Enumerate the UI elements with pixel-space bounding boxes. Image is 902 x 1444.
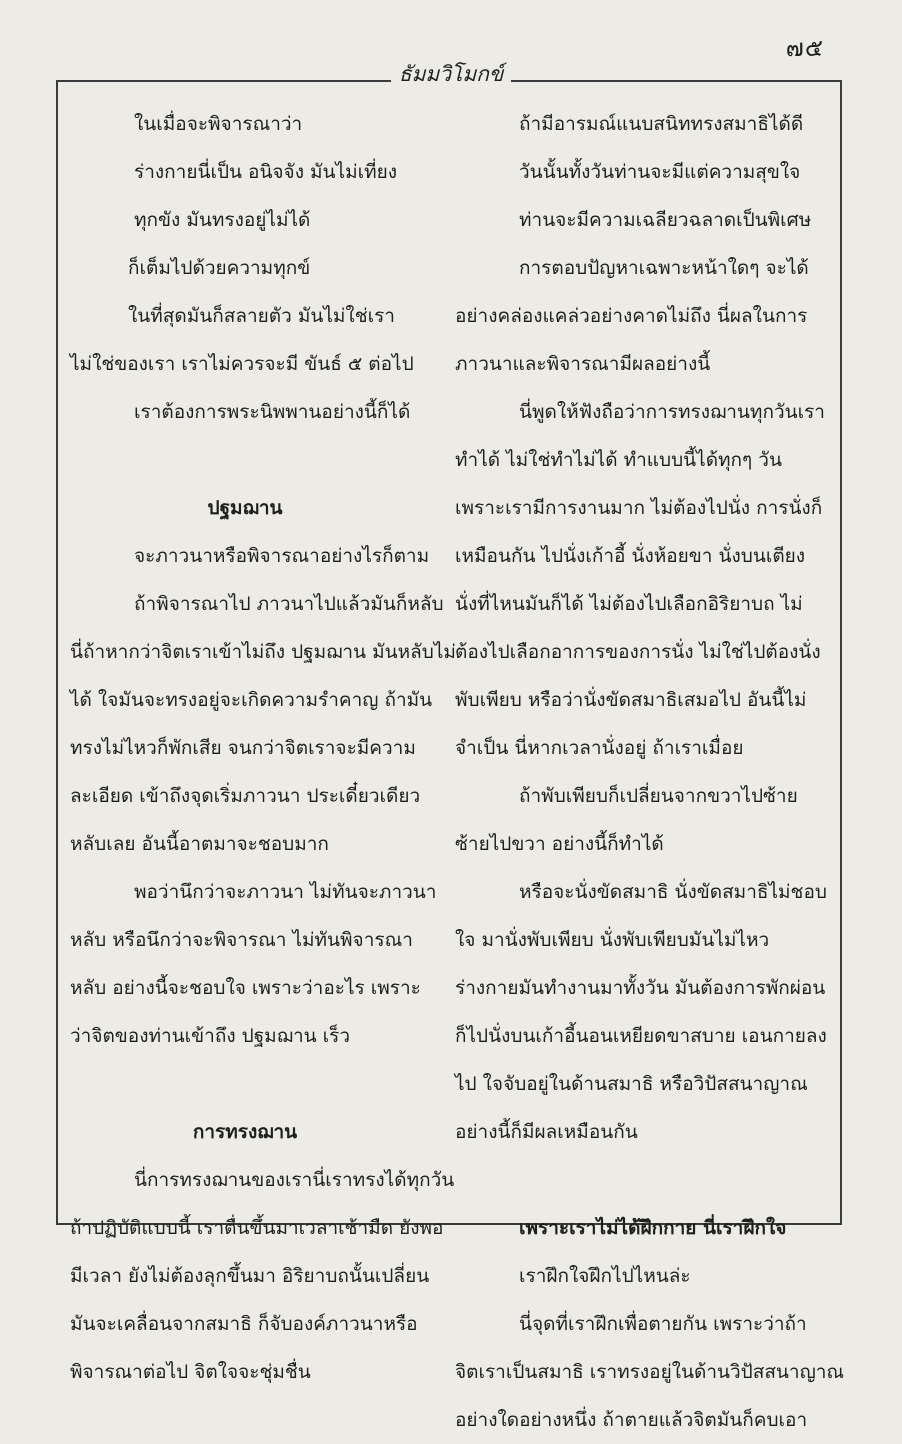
text-line: ทำได้ ไม่ใช่ทำไม่ได้ ทำแบบนี้ได้ทุกๆ วัน — [455, 449, 782, 471]
text-line: เราต้องการพระนิพพานอย่างนี้ก็ได้ — [134, 401, 411, 423]
page-number: ๗๕ — [785, 34, 824, 62]
text-line: ในเมื่อจะพิจารณาว่า — [134, 113, 303, 135]
text-line: อย่างใดอย่างหนึ่ง ถ้าตายแล้วจิตมันก็คบเอา — [455, 1409, 808, 1431]
text-line: พับเพียบ หรือว่านั่งขัดสมาธิเสมอไป อันนี้ไม่ — [455, 689, 807, 711]
text-line: ไป ใจจับอยู่ในด้านสมาธิ หรือวิปัสสนาญาณ — [455, 1073, 808, 1095]
text-line: ซ้ายไปขวา อย่างนี้ก็ทำได้ — [455, 833, 664, 855]
text-line: จำเป็น นี่หากเวลานั่งอยู่ ถ้าเราเมื่อย — [455, 737, 744, 759]
text-line: ถ้าพับเพียบก็เปลี่ยนจากขวาไปซ้าย — [519, 785, 798, 807]
text-line: หรือจะนั่งขัดสมาธิ นั่งขัดสมาธิไม่ชอบ — [519, 881, 827, 903]
spacer — [70, 1060, 420, 1108]
text-line: พอว่านึกว่าจะภาวนา ไม่ทันจะภาวนา — [134, 881, 437, 903]
right-column — [455, 100, 845, 1444]
text-line: เราฝึกใจฝึกไปไหนล่ะ — [519, 1265, 691, 1287]
text-line: วันนั้นทั้งวันท่านจะมีแต่ความสุขใจ — [519, 161, 801, 183]
text-line: ว่าจิตของท่านเข้าถึง ปฐมฌาน เร็ว — [70, 1025, 351, 1047]
text-line: เพราะเรามีการงานมาก ไม่ต้องไปนั่ง การนั่งก็ — [455, 497, 823, 519]
text-line: ละเอียด เข้าถึงจุดเริ่มภาวนา ประเดี๋ยวเดียว — [70, 785, 421, 807]
section-heading: ปฐมฌาน — [207, 497, 283, 519]
text-line: ถ้ามีอารมณ์แนบสนิททรงสมาธิได้ดี — [519, 113, 804, 135]
text-line: จะภาวนาหรือพิจารณาอย่างไรก็ตาม — [134, 545, 430, 567]
text-line: ไม่ใช่ของเรา เราไม่ควรจะมี ขันธ์ ๕ ต่อไป — [70, 353, 414, 375]
text-line: ใจ มานั่งพับเพียบ นั่งพับเพียบมันไม่ไหว — [455, 929, 770, 951]
text-line: ร่างกายนี่เป็น อนิจจัง มันไม่เที่ยง — [134, 161, 398, 183]
text-line: หลับ หรือนึกว่าจะพิจารณา ไม่ทันพิจารณา — [70, 929, 413, 951]
text-line: นี่ถ้าหากว่าจิตเราเข้าไม่ถึง ปฐมฌาน มันหลับไม่ — [70, 641, 456, 663]
text-line: ก็ไปนั่งบนเก้าอี้นอนเหยียดขาสบาย เอนกายลง — [455, 1025, 827, 1047]
text-line: นี่การทรงฌานของเรานี่เราทรงได้ทุกวัน — [134, 1169, 455, 1191]
text-line: อย่างนี้ก็มีผลเหมือนกัน — [455, 1121, 638, 1143]
text-line: ถ้าพิจารณาไป ภาวนาไปแล้วมันก็หลับ — [134, 593, 444, 615]
text-line: ร่างกายมันทำงานมาทั้งวัน มันต้องการพักผ่อน — [455, 977, 826, 999]
text-line: นี่พูดให้ฟังถือว่าการทรงฌานทุกวันเรา — [519, 401, 825, 423]
text-line: ได้ ใจมันจะทรงอยู่จะเกิดความรำคาญ ถ้ามัน — [70, 689, 433, 711]
bold-line: เพราะเราไม่ได้ฝึกกาย นี่เราฝึกใจ — [519, 1217, 787, 1239]
text-line: ท่านจะมีความเฉลียวฉลาดเป็นพิเศษ — [519, 209, 812, 231]
text-line: ในที่สุดมันก็สลายตัว มันไม่ใช่เรา — [128, 305, 395, 327]
text-line: หลับ อย่างนี้จะชอบใจ เพราะว่าอะไร เพราะ — [70, 977, 421, 999]
text-line: ถ้าปฏิบัติแบบนี้ เราตื่นขึ้นมาเวลาเช้ามืด ยังพอ — [70, 1217, 444, 1239]
text-line: การตอบปัญหาเฉพาะหน้าใดๆ จะได้ — [519, 257, 809, 279]
section-heading: การทรงฌาน — [192, 1121, 298, 1143]
running-header — [0, 58, 902, 91]
text-line: ต้องไปเลือกอาการของการนั่ง ไม่ใช่ไปต้องนั่ง — [455, 641, 821, 663]
text-line: ก็เต็มไปด้วยความทุกข์ — [128, 257, 311, 279]
text-line: ภาวนาและพิจารณามีผลอย่างนี้ — [455, 353, 711, 375]
text-line: มันจะเคลื่อนจากสมาธิ ก็จับองค์ภาวนาหรือ — [70, 1313, 418, 1335]
text-line: หลับเลย อันนี้อาตมาจะชอบมาก — [70, 833, 329, 855]
text-line: นี่จุดที่เราฝึกเพื่อตายกัน เพราะว่าถ้า — [519, 1313, 807, 1335]
text-line: ทรงไม่ไหวก็พักเสีย จนกว่าจิตเราจะมีความ — [70, 737, 416, 759]
text-line: เหมือนกัน ไปนั่งเก้าอี้ นั่งห้อยขา นั่งบนเตียง — [455, 545, 806, 567]
header-title: ธัมมวิโมกข์ — [391, 62, 512, 86]
text-line: นั่งที่ไหนมันก็ได้ ไม่ต้องไปเลือกอิริยาบถ ไม่ — [455, 593, 803, 615]
left-column — [70, 100, 456, 1396]
spacer — [455, 1156, 805, 1204]
text-line: มีเวลา ยังไม่ต้องลุกขึ้นมา อิริยาบถนั้นเปลี่ยน — [70, 1265, 430, 1287]
text-line: ทุกขัง มันทรงอยู่ไม่ได้ — [134, 209, 311, 231]
text-line: อย่างคล่องแคล่วอย่างคาดไม่ถึง นี่ผลในการ — [455, 305, 808, 327]
text-line: จิตเราเป็นสมาธิ เราทรงอยู่ในด้านวิปัสสนาญาณ — [455, 1361, 845, 1383]
spacer — [70, 436, 420, 484]
text-line: พิจารณาต่อไป จิตใจจะชุ่มชื่น — [70, 1361, 311, 1383]
